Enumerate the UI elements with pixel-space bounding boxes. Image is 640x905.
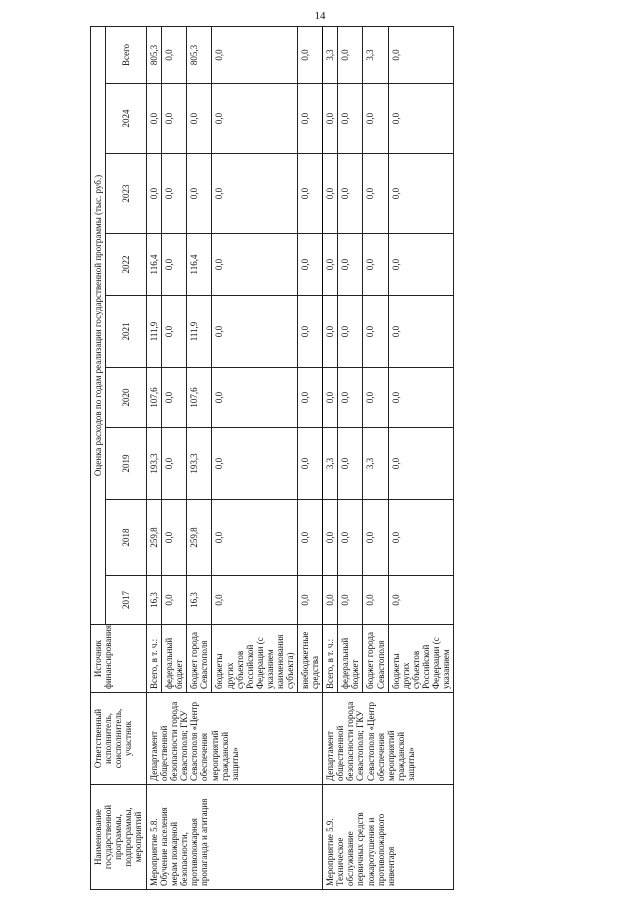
cell-value: 111,9	[187, 296, 212, 368]
cell-total: 0,0	[338, 26, 363, 83]
header-total: Всего	[106, 26, 147, 83]
measure-executor: Департамент общественной безопасности города Севастополя; ГКУ Севастополя «Центр обеспечения мероприятий гражданской защиты»	[147, 693, 323, 785]
measure-executor: Департамент общественной безопасности города Севастополя; ГКУ Севастополя «Центр обеспечения мероприятий гражданской защиты»	[323, 693, 454, 785]
table-row	[323, 26, 338, 889]
cell-total: 805,3	[147, 26, 162, 83]
funding-source: внебюджетные средства	[298, 625, 323, 693]
cell-total: 0,0	[298, 26, 323, 83]
cell-value: 0,0	[162, 234, 187, 296]
cell-value: 0,0	[388, 428, 453, 500]
cell-value: 0,0	[338, 428, 363, 500]
cell-value: 0,0	[162, 428, 187, 500]
cell-value: 16,3	[187, 576, 212, 625]
header-year: 2017	[106, 576, 147, 625]
cell-total: 0,0	[162, 26, 187, 83]
cell-value: 0,0	[363, 500, 388, 576]
cell-value: 0,0	[187, 84, 212, 154]
cell-value: 107,6	[187, 368, 212, 428]
header-year: 2018	[106, 500, 147, 576]
cell-value: 0,0	[298, 428, 323, 500]
cell-value: 0,0	[298, 500, 323, 576]
cell-value: 0,0	[162, 154, 187, 234]
cell-value: 0,0	[323, 368, 338, 428]
cell-value: 0,0	[162, 500, 187, 576]
cell-value: 0,0	[338, 500, 363, 576]
cell-value: 0,0	[212, 84, 298, 154]
cell-value: 0,0	[162, 368, 187, 428]
cell-value: 0,0	[323, 576, 338, 625]
funding-source: федеральный бюджет	[338, 625, 363, 693]
funding-source: бюджет города Севастополя	[187, 625, 212, 693]
cell-value: 116,4	[187, 234, 212, 296]
cell-value: 0,0	[212, 154, 298, 234]
cell-value: 0,0	[298, 296, 323, 368]
cell-value: 0,0	[388, 84, 453, 154]
cell-value: 0,0	[298, 576, 323, 625]
header-source: Источник финансирования	[91, 625, 147, 693]
cell-value: 0,0	[338, 576, 363, 625]
budget-table	[90, 26, 454, 890]
funding-source: Всего, в т. ч.:	[147, 625, 162, 693]
cell-value: 0,0	[147, 154, 162, 234]
header-year: 2023	[106, 154, 147, 234]
cell-value: 0,0	[298, 84, 323, 154]
cell-value: 0,0	[323, 234, 338, 296]
cell-value: 0,0	[388, 296, 453, 368]
cell-value: 0,0	[298, 368, 323, 428]
cell-value: 0,0	[323, 84, 338, 154]
cell-total: 805,3	[187, 26, 212, 83]
rotated-page	[90, 27, 570, 890]
header-name: Наименование государственной программы, подпрограммы, мероприятий	[91, 785, 147, 890]
cell-value: 0,0	[338, 234, 363, 296]
cell-value: 0,0	[363, 296, 388, 368]
header-year: 2021	[106, 296, 147, 368]
cell-value: 3,3	[363, 428, 388, 500]
cell-value: 0,0	[388, 576, 453, 625]
cell-value: 0,0	[363, 368, 388, 428]
funding-source: бюджет города Севастополя	[363, 625, 388, 693]
header-year: 2020	[106, 368, 147, 428]
cell-value: 0,0	[212, 368, 298, 428]
cell-value: 0,0	[338, 84, 363, 154]
cell-total: 0,0	[212, 26, 298, 83]
cell-value: 0,0	[338, 296, 363, 368]
cell-value: 0,0	[212, 500, 298, 576]
funding-source: Всего, в т. ч.:	[323, 625, 338, 693]
cell-value: 0,0	[187, 154, 212, 234]
cell-value: 193,3	[147, 428, 162, 500]
header-executor: Ответственный исполнитель, соисполнитель, участник	[91, 693, 147, 785]
header-estimate: Оценка расходов по годам реализации государственной программы (тыс. руб.)	[91, 26, 106, 624]
cell-value: 16,3	[147, 576, 162, 625]
cell-value: 0,0	[323, 500, 338, 576]
cell-value: 107,6	[147, 368, 162, 428]
cell-value: 0,0	[298, 234, 323, 296]
cell-value: 0,0	[363, 576, 388, 625]
header-year: 2019	[106, 428, 147, 500]
cell-value: 0,0	[162, 576, 187, 625]
cell-value: 0,0	[338, 368, 363, 428]
funding-source: бюджеты других субъектов Российской Федерации (с указанием	[388, 625, 453, 693]
cell-total: 0,0	[388, 26, 453, 83]
cell-value: 0,0	[363, 154, 388, 234]
cell-value: 0,0	[388, 500, 453, 576]
header-year: 2022	[106, 234, 147, 296]
cell-value: 0,0	[338, 154, 363, 234]
table-body	[147, 26, 454, 889]
cell-value: 0,0	[363, 84, 388, 154]
cell-value: 111,9	[147, 296, 162, 368]
cell-value: 0,0	[298, 154, 323, 234]
page-number: 14	[314, 10, 326, 22]
cell-value: 0,0	[323, 296, 338, 368]
cell-value: 0,0	[212, 576, 298, 625]
cell-value: 0,0	[323, 154, 338, 234]
cell-value: 116,4	[147, 234, 162, 296]
cell-total: 3,3	[363, 26, 388, 83]
cell-value: 0,0	[162, 84, 187, 154]
cell-value: 0,0	[147, 84, 162, 154]
measure-name: Мероприятие 5.9. Техническое обслуживание первичных средств пожаротушения и противопожарного инвентаря	[323, 785, 454, 890]
cell-value: 0,0	[363, 234, 388, 296]
cell-value: 259,8	[187, 500, 212, 576]
cell-value: 259,8	[147, 500, 162, 576]
cell-value: 193,3	[187, 428, 212, 500]
cell-value: 0,0	[212, 296, 298, 368]
header-year: 2024	[106, 84, 147, 154]
funding-source: федеральный бюджет	[162, 625, 187, 693]
cell-value: 0,0	[388, 234, 453, 296]
cell-value: 0,0	[162, 296, 187, 368]
table-row	[147, 26, 162, 889]
cell-value: 0,0	[212, 234, 298, 296]
cell-total: 3,3	[323, 26, 338, 83]
cell-value: 3,3	[323, 428, 338, 500]
cell-value: 0,0	[212, 428, 298, 500]
measure-name: Мероприятие 5.8. Обучение населения мерам пожарной безопасности, противопожарная пропаганда и агитация	[147, 785, 323, 890]
funding-source: бюджеты других субъектов Российской Федерации (с указанием наименования субъекта)	[212, 625, 298, 693]
cell-value: 0,0	[388, 154, 453, 234]
cell-value: 0,0	[388, 368, 453, 428]
